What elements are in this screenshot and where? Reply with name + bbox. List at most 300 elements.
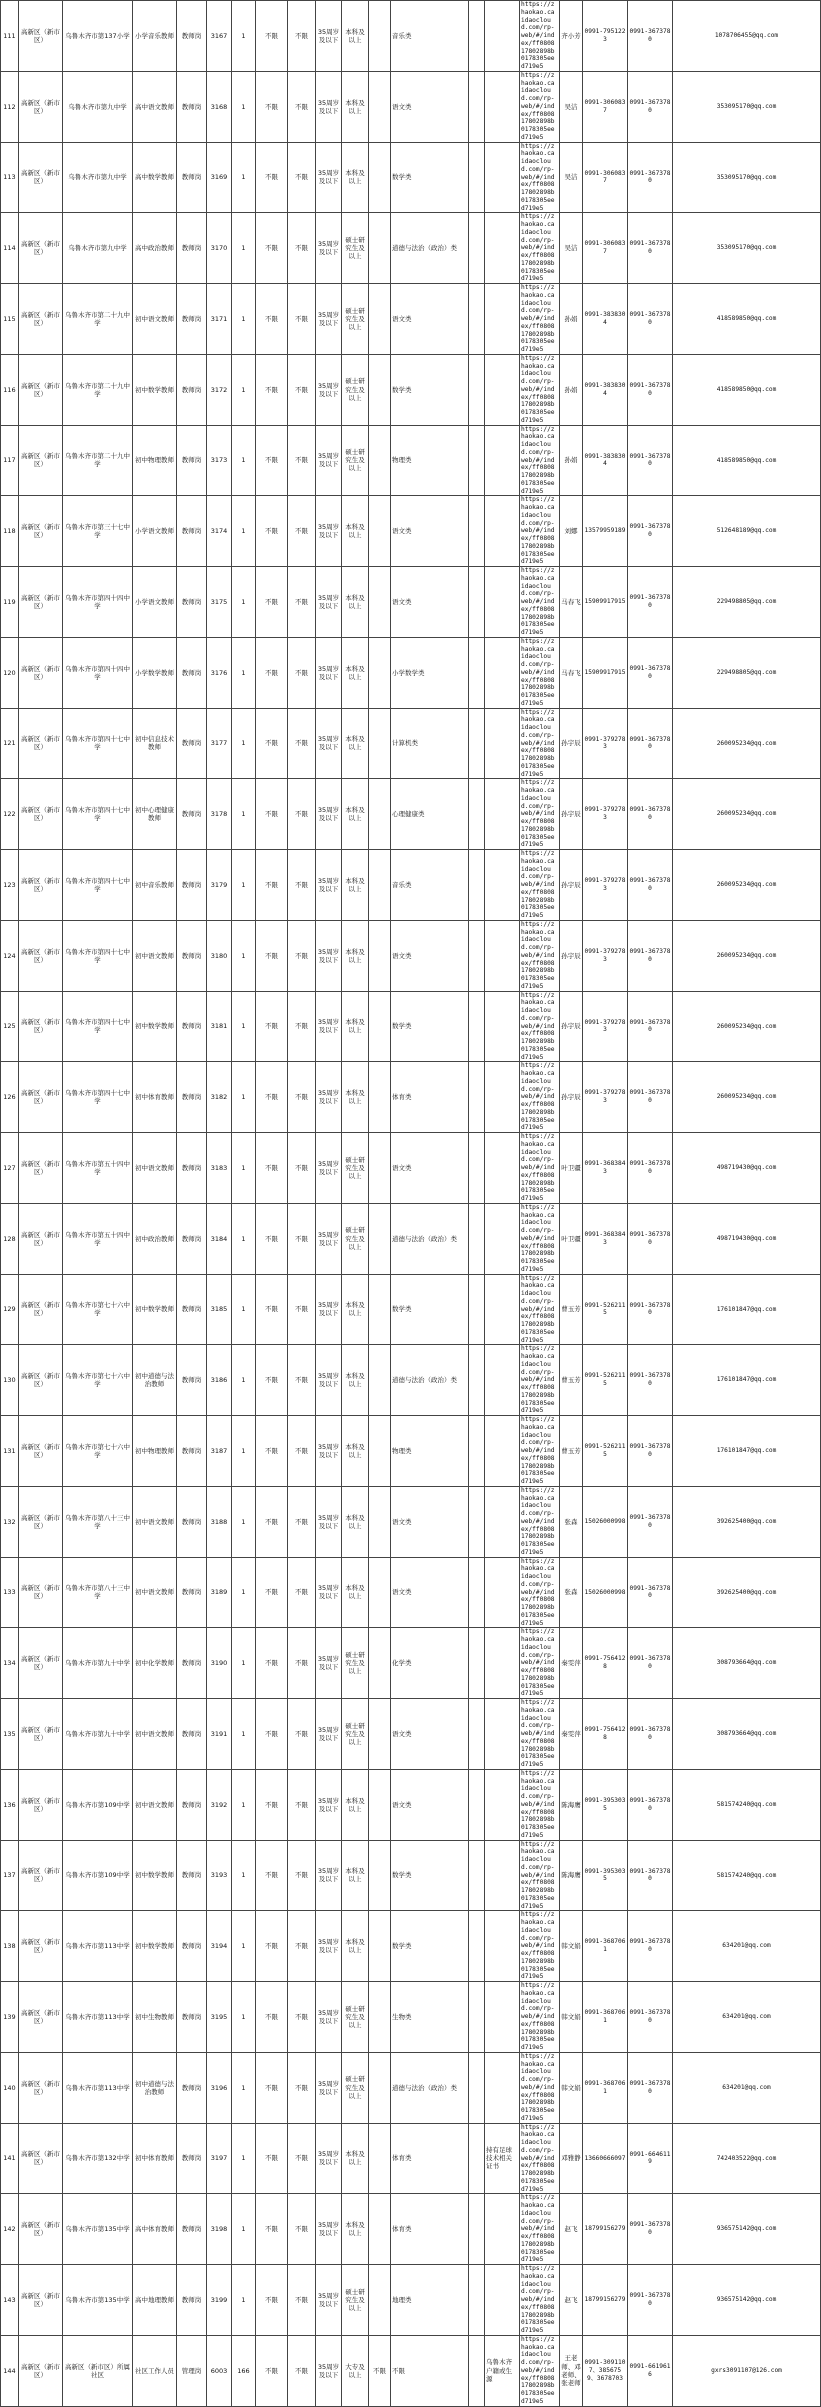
cell-age-limit: 35周岁及以下 bbox=[316, 1345, 342, 1416]
cell-degree bbox=[369, 1274, 391, 1345]
cell-email[interactable]: 176101847@qq.com bbox=[673, 1274, 821, 1345]
cell-registration-url[interactable]: https://zhaokao.caidaocloud.com/rp-web/#/index/ff080817802898b0178305eed719e5 bbox=[520, 142, 560, 213]
cell-district: 高新区（新市区） bbox=[19, 496, 63, 567]
cell-major: 语文类 bbox=[391, 1486, 469, 1557]
cell-email[interactable]: 229498805@qq.com bbox=[673, 637, 821, 708]
cell-registration-url[interactable]: https://zhaokao.caidaocloud.com/rp-web/#/index/ff080817802898b0178305eed719e5 bbox=[520, 779, 560, 850]
cell-gender: 不限 bbox=[256, 1416, 288, 1487]
cell-degree bbox=[369, 142, 391, 213]
cell-headcount: 1 bbox=[232, 1628, 256, 1699]
cell-registration-url[interactable]: https://zhaokao.caidaocloud.com/rp-web/#/index/ff080817802898b0178305eed719e5 bbox=[520, 2265, 560, 2336]
cell-supervisor-phone: 0991-3673780 bbox=[628, 213, 673, 284]
cell-headcount: 1 bbox=[232, 708, 256, 779]
cell-position: 社区工作人员 bbox=[133, 2335, 177, 2406]
cell-ethnicity: 不限 bbox=[288, 2265, 316, 2336]
cell-employer: 乌鲁木齐市第135中学 bbox=[63, 2194, 133, 2265]
cell-col-blank bbox=[469, 2335, 485, 2406]
cell-post-code: 3184 bbox=[207, 1203, 232, 1274]
cell-headcount: 1 bbox=[232, 2052, 256, 2123]
cell-age-limit: 35周岁及以下 bbox=[316, 2194, 342, 2265]
cell-age-limit: 35周岁及以下 bbox=[316, 1, 342, 72]
cell-phone: 0991-3792783 bbox=[583, 708, 628, 779]
cell-ethnicity: 不限 bbox=[288, 213, 316, 284]
cell-education: 硕士研究生及以上 bbox=[342, 284, 369, 355]
cell-position: 初中数学教师 bbox=[133, 991, 177, 1062]
cell-other-requirements bbox=[485, 1274, 520, 1345]
cell-headcount: 1 bbox=[232, 637, 256, 708]
cell-other-requirements bbox=[485, 1982, 520, 2053]
cell-headcount: 1 bbox=[232, 1345, 256, 1416]
cell-supervisor-phone: 0991-3673780 bbox=[628, 991, 673, 1062]
cell-registration-url[interactable]: https://zhaokao.caidaocloud.com/rp-web/#/index/ff080817802898b0178305eed719e5 bbox=[520, 1840, 560, 1911]
cell-col-blank bbox=[469, 920, 485, 991]
cell-email[interactable]: 353095170@qq.com bbox=[673, 213, 821, 284]
cell-phone: 0991-3687061 bbox=[583, 1982, 628, 2053]
cell-supervisor-phone: 0991-3673780 bbox=[628, 1628, 673, 1699]
cell-gender: 不限 bbox=[256, 1769, 288, 1840]
cell-registration-url[interactable]: https://zhaokao.caidaocloud.com/rp-web/#/index/ff080817802898b0178305eed719e5 bbox=[520, 496, 560, 567]
cell-district: 高新区（新市区） bbox=[19, 2194, 63, 2265]
cell-education: 本科及以上 bbox=[342, 991, 369, 1062]
cell-supervisor-phone: 0991-3673780 bbox=[628, 2052, 673, 2123]
cell-education: 本科及以上 bbox=[342, 496, 369, 567]
cell-employer: 乌鲁木齐市第九十中学 bbox=[63, 1628, 133, 1699]
cell-registration-url[interactable]: https://zhaokao.caidaocloud.com/rp-web/#/index/ff080817802898b0178305eed719e5 bbox=[520, 708, 560, 779]
cell-headcount: 1 bbox=[232, 71, 256, 142]
cell-position: 高中地理教师 bbox=[133, 2265, 177, 2336]
cell-position: 高中语文教师 bbox=[133, 71, 177, 142]
cell-col-blank bbox=[469, 1062, 485, 1133]
cell-registration-url[interactable]: https://zhaokao.caidaocloud.com/rp-web/#/index/ff080817802898b0178305eed719e5 bbox=[520, 354, 560, 425]
cell-ethnicity: 不限 bbox=[288, 1486, 316, 1557]
cell-registration-url[interactable]: https://zhaokao.caidaocloud.com/rp-web/#/index/ff080817802898b0178305eed719e5 bbox=[520, 1486, 560, 1557]
cell-col-blank bbox=[469, 142, 485, 213]
cell-post-type: 教师岗 bbox=[177, 567, 207, 638]
cell-email[interactable]: 936575142@qq.com bbox=[673, 2194, 821, 2265]
cell-gender: 不限 bbox=[256, 1203, 288, 1274]
cell-post-code: 3176 bbox=[207, 637, 232, 708]
cell-post-type: 教师岗 bbox=[177, 850, 207, 921]
cell-age-limit: 35周岁及以下 bbox=[316, 567, 342, 638]
cell-contact-person: 曹玉芳 bbox=[560, 1274, 583, 1345]
cell-education: 本科及以上 bbox=[342, 637, 369, 708]
cell-registration-url[interactable]: https://zhaokao.caidaocloud.com/rp-web/#/index/ff080817802898b0178305eed719e5 bbox=[520, 1274, 560, 1345]
cell-education: 硕士研究生及以上 bbox=[342, 1628, 369, 1699]
cell-col-blank bbox=[469, 1203, 485, 1274]
cell-phone: 0991-3687061 bbox=[583, 2052, 628, 2123]
cell-age-limit: 35周岁及以下 bbox=[316, 1274, 342, 1345]
cell-headcount: 1 bbox=[232, 1557, 256, 1628]
cell-degree bbox=[369, 1133, 391, 1204]
cell-email[interactable]: 418589850@qq.com bbox=[673, 284, 821, 355]
cell-phone: 0991-5262115 bbox=[583, 1416, 628, 1487]
cell-position: 高中数学教师 bbox=[133, 142, 177, 213]
cell-supervisor-phone: 0991-3673780 bbox=[628, 1769, 673, 1840]
cell-district: 高新区（新市区） bbox=[19, 1133, 63, 1204]
cell-email[interactable]: 418589850@qq.com bbox=[673, 425, 821, 496]
cell-education: 硕士研究生及以上 bbox=[342, 354, 369, 425]
cell-other-requirements bbox=[485, 213, 520, 284]
cell-registration-url[interactable]: https://zhaokao.caidaocloud.com/rp-web/#/index/ff080817802898b0178305eed719e5 bbox=[520, 1628, 560, 1699]
cell-education: 硕士研究生及以上 bbox=[342, 2052, 369, 2123]
cell-registration-url[interactable]: https://zhaokao.caidaocloud.com/rp-web/#/index/ff080817802898b0178305eed719e5 bbox=[520, 71, 560, 142]
cell-ethnicity: 不限 bbox=[288, 779, 316, 850]
table-body bbox=[1, 1, 821, 2407]
cell-registration-url[interactable]: https://zhaokao.caidaocloud.com/rp-web/#/index/ff080817802898b0178305eed719e5 bbox=[520, 637, 560, 708]
cell-email[interactable]: gxrs3091107@126.com bbox=[673, 2335, 821, 2406]
cell-email[interactable]: 392625400@qq.com bbox=[673, 1486, 821, 1557]
cell-registration-url[interactable]: https://zhaokao.caidaocloud.com/rp-web/#/index/ff080817802898b0178305eed719e5 bbox=[520, 1911, 560, 1982]
cell-gender: 不限 bbox=[256, 142, 288, 213]
cell-registration-url[interactable]: https://zhaokao.caidaocloud.com/rp-web/#/index/ff080817802898b0178305eed719e5 bbox=[520, 1769, 560, 1840]
cell-row-number: 114 bbox=[1, 213, 19, 284]
cell-post-type: 教师岗 bbox=[177, 1699, 207, 1770]
table-row bbox=[1, 1133, 821, 1204]
cell-phone: 0991-7564128 bbox=[583, 1699, 628, 1770]
cell-district: 高新区（新市区） bbox=[19, 1769, 63, 1840]
cell-email[interactable]: 392625400@qq.com bbox=[673, 1557, 821, 1628]
cell-district: 高新区（新市区） bbox=[19, 1, 63, 72]
cell-row-number: 118 bbox=[1, 496, 19, 567]
cell-major: 心理健康类 bbox=[391, 779, 469, 850]
cell-employer: 乌鲁木齐市第九中学 bbox=[63, 213, 133, 284]
cell-degree bbox=[369, 1416, 391, 1487]
table-row bbox=[1, 425, 821, 496]
cell-supervisor-phone: 0991-3673780 bbox=[628, 1345, 673, 1416]
cell-col-blank bbox=[469, 354, 485, 425]
cell-post-type: 教师岗 bbox=[177, 1, 207, 72]
cell-col-blank bbox=[469, 850, 485, 921]
cell-position: 高中体育教师 bbox=[133, 2194, 177, 2265]
cell-education: 本科及以上 bbox=[342, 1486, 369, 1557]
cell-major: 语文类 bbox=[391, 71, 469, 142]
cell-email[interactable]: 260095234@qq.com bbox=[673, 850, 821, 921]
cell-supervisor-phone: 0991-3673780 bbox=[628, 71, 673, 142]
cell-registration-url[interactable]: https://zhaokao.caidaocloud.com/rp-web/#/index/ff080817802898b0178305eed719e5 bbox=[520, 1416, 560, 1487]
cell-col-blank bbox=[469, 213, 485, 284]
cell-position: 初中音乐教师 bbox=[133, 850, 177, 921]
cell-registration-url[interactable]: https://zhaokao.caidaocloud.com/rp-web/#/index/ff080817802898b0178305eed719e5 bbox=[520, 2194, 560, 2265]
cell-employer: 乌鲁木齐市第七十六中学 bbox=[63, 1345, 133, 1416]
cell-post-type: 教师岗 bbox=[177, 2265, 207, 2336]
cell-age-limit: 35周岁及以下 bbox=[316, 1062, 342, 1133]
cell-post-type: 教师岗 bbox=[177, 425, 207, 496]
cell-degree bbox=[369, 2052, 391, 2123]
cell-education: 本科及以上 bbox=[342, 1345, 369, 1416]
cell-email[interactable]: 260095234@qq.com bbox=[673, 920, 821, 991]
cell-email[interactable]: 308793664@qq.com bbox=[673, 1628, 821, 1699]
cell-email[interactable]: 260095234@qq.com bbox=[673, 991, 821, 1062]
cell-degree bbox=[369, 1062, 391, 1133]
cell-gender: 不限 bbox=[256, 779, 288, 850]
cell-headcount: 1 bbox=[232, 1203, 256, 1274]
cell-age-limit: 35周岁及以下 bbox=[316, 142, 342, 213]
cell-major: 语文类 bbox=[391, 567, 469, 638]
cell-other-requirements bbox=[485, 2194, 520, 2265]
cell-email[interactable]: 308793664@qq.com bbox=[673, 1699, 821, 1770]
cell-other-requirements bbox=[485, 779, 520, 850]
cell-gender: 不限 bbox=[256, 920, 288, 991]
cell-email[interactable]: 353095170@qq.com bbox=[673, 71, 821, 142]
cell-col-blank bbox=[469, 496, 485, 567]
cell-other-requirements bbox=[485, 496, 520, 567]
cell-post-code: 3195 bbox=[207, 1982, 232, 2053]
cell-phone: 0991-3838304 bbox=[583, 425, 628, 496]
cell-employer: 乌鲁木齐市第132中学 bbox=[63, 2123, 133, 2194]
cell-other-requirements bbox=[485, 1062, 520, 1133]
cell-gender: 不限 bbox=[256, 213, 288, 284]
cell-row-number: 123 bbox=[1, 850, 19, 921]
cell-district: 高新区（新市区） bbox=[19, 354, 63, 425]
cell-ethnicity: 不限 bbox=[288, 2335, 316, 2406]
cell-supervisor-phone: 0991-3673780 bbox=[628, 2265, 673, 2336]
cell-employer: 乌鲁木齐市第四十四中学 bbox=[63, 567, 133, 638]
cell-supervisor-phone: 0991-6619616 bbox=[628, 2335, 673, 2406]
cell-email[interactable]: 260095234@qq.com bbox=[673, 779, 821, 850]
cell-contact-person: 邓雅静 bbox=[560, 2123, 583, 2194]
cell-major: 生物类 bbox=[391, 1982, 469, 2053]
cell-phone: 0991-3683843 bbox=[583, 1203, 628, 1274]
cell-major: 语文类 bbox=[391, 920, 469, 991]
cell-registration-url[interactable]: https://zhaokao.caidaocloud.com/rp-web/#/index/ff080817802898b0178305eed719e5 bbox=[520, 284, 560, 355]
cell-headcount: 1 bbox=[232, 850, 256, 921]
cell-row-number: 120 bbox=[1, 637, 19, 708]
cell-email[interactable]: 176101847@qq.com bbox=[673, 1416, 821, 1487]
cell-registration-url[interactable]: https://zhaokao.caidaocloud.com/rp-web/#/index/ff080817802898b0178305eed719e5 bbox=[520, 1133, 560, 1204]
table-row bbox=[1, 2335, 821, 2406]
cell-post-type: 管理岗 bbox=[177, 2335, 207, 2406]
cell-ethnicity: 不限 bbox=[288, 1, 316, 72]
cell-contact-person: 吴洁 bbox=[560, 142, 583, 213]
cell-email[interactable]: 581574240@qq.com bbox=[673, 1769, 821, 1840]
cell-major: 道德与法治（政治）类 bbox=[391, 213, 469, 284]
cell-age-limit: 35周岁及以下 bbox=[316, 354, 342, 425]
cell-district: 高新区（新市区） bbox=[19, 1911, 63, 1982]
cell-registration-url[interactable]: https://zhaokao.caidaocloud.com/rp-web/#/index/ff080817802898b0178305eed719e5 bbox=[520, 1699, 560, 1770]
cell-ethnicity: 不限 bbox=[288, 1557, 316, 1628]
cell-phone: 15909917915 bbox=[583, 637, 628, 708]
cell-registration-url[interactable]: https://zhaokao.caidaocloud.com/rp-web/#/index/ff080817802898b0178305eed719e5 bbox=[520, 1, 560, 72]
cell-phone: 0991-7564128 bbox=[583, 1628, 628, 1699]
cell-gender: 不限 bbox=[256, 2265, 288, 2336]
cell-post-type: 教师岗 bbox=[177, 1203, 207, 1274]
cell-phone: 18799156279 bbox=[583, 2194, 628, 2265]
cell-row-number: 144 bbox=[1, 2335, 19, 2406]
cell-email[interactable]: 634201@qq.com bbox=[673, 1982, 821, 2053]
cell-row-number: 122 bbox=[1, 779, 19, 850]
cell-position: 初中语文教师 bbox=[133, 1769, 177, 1840]
cell-other-requirements bbox=[485, 1628, 520, 1699]
cell-registration-url[interactable]: https://zhaokao.caidaocloud.com/rp-web/#/index/ff080817802898b0178305eed719e5 bbox=[520, 1062, 560, 1133]
cell-ethnicity: 不限 bbox=[288, 2123, 316, 2194]
cell-employer: 乌鲁木齐市第137小学 bbox=[63, 1, 133, 72]
cell-row-number: 121 bbox=[1, 708, 19, 779]
table-row bbox=[1, 1699, 821, 1770]
table-row bbox=[1, 496, 821, 567]
cell-education: 本科及以上 bbox=[342, 1557, 369, 1628]
cell-email[interactable]: 634201@qq.com bbox=[673, 2052, 821, 2123]
cell-registration-url[interactable]: https://zhaokao.caidaocloud.com/rp-web/#/index/ff080817802898b0178305eed719e5 bbox=[520, 991, 560, 1062]
table-row bbox=[1, 2265, 821, 2336]
cell-phone: 0991-3683843 bbox=[583, 1133, 628, 1204]
cell-supervisor-phone: 0991-3673780 bbox=[628, 1203, 673, 1274]
cell-headcount: 1 bbox=[232, 2123, 256, 2194]
cell-post-type: 教师岗 bbox=[177, 1486, 207, 1557]
cell-employer: 乌鲁木齐市第七十六中学 bbox=[63, 1416, 133, 1487]
cell-registration-url[interactable]: https://zhaokao.caidaocloud.com/rp-web/#/index/ff080817802898b0178305eed719e5 bbox=[520, 920, 560, 991]
cell-registration-url[interactable]: https://zhaokao.caidaocloud.com/rp-web/#/index/ff080817802898b0178305eed719e5 bbox=[520, 1203, 560, 1274]
cell-post-code: 3179 bbox=[207, 850, 232, 921]
cell-col-blank bbox=[469, 1911, 485, 1982]
cell-registration-url[interactable]: https://zhaokao.caidaocloud.com/rp-web/#/index/ff080817802898b0178305eed719e5 bbox=[520, 850, 560, 921]
cell-email[interactable]: 512648189@qq.com bbox=[673, 496, 821, 567]
cell-position: 初中道德与法治教师 bbox=[133, 1345, 177, 1416]
cell-headcount: 1 bbox=[232, 991, 256, 1062]
cell-email[interactable]: 742403522@qq.com bbox=[673, 2123, 821, 2194]
cell-other-requirements bbox=[485, 2052, 520, 2123]
cell-education: 本科及以上 bbox=[342, 1062, 369, 1133]
cell-district: 高新区（新市区） bbox=[19, 1982, 63, 2053]
cell-education: 本科及以上 bbox=[342, 779, 369, 850]
cell-email[interactable]: 418589850@qq.com bbox=[673, 354, 821, 425]
cell-contact-person: 马春飞 bbox=[560, 637, 583, 708]
cell-education: 本科及以上 bbox=[342, 708, 369, 779]
cell-major: 音乐类 bbox=[391, 850, 469, 921]
cell-row-number: 142 bbox=[1, 2194, 19, 2265]
cell-phone: 0991-3792783 bbox=[583, 850, 628, 921]
cell-registration-url[interactable]: https://zhaokao.caidaocloud.com/rp-web/#/index/ff080817802898b0178305eed719e5 bbox=[520, 425, 560, 496]
table-row bbox=[1, 1911, 821, 1982]
cell-email[interactable]: 229498805@qq.com bbox=[673, 567, 821, 638]
cell-email[interactable]: 498719430@qq.com bbox=[673, 1203, 821, 1274]
cell-gender: 不限 bbox=[256, 708, 288, 779]
cell-email[interactable]: 260095234@qq.com bbox=[673, 708, 821, 779]
cell-other-requirements bbox=[485, 920, 520, 991]
cell-supervisor-phone: 0991-3673780 bbox=[628, 567, 673, 638]
cell-position: 初中数学教师 bbox=[133, 354, 177, 425]
cell-education: 本科及以上 bbox=[342, 1416, 369, 1487]
cell-registration-url[interactable]: https://zhaokao.caidaocloud.com/rp-web/#/index/ff080817802898b0178305eed719e5 bbox=[520, 1345, 560, 1416]
cell-post-code: 3183 bbox=[207, 1133, 232, 1204]
cell-other-requirements bbox=[485, 1345, 520, 1416]
cell-post-type: 教师岗 bbox=[177, 991, 207, 1062]
cell-major: 语文类 bbox=[391, 284, 469, 355]
cell-post-code: 3169 bbox=[207, 142, 232, 213]
cell-position: 初中数学教师 bbox=[133, 1911, 177, 1982]
cell-registration-url[interactable]: https://zhaokao.caidaocloud.com/rp-web/#/index/ff080817802898b0178305eed719e5 bbox=[520, 2123, 560, 2194]
cell-education: 本科及以上 bbox=[342, 1911, 369, 1982]
cell-registration-url[interactable]: https://zhaokao.caidaocloud.com/rp-web/#/index/ff080817802898b0178305eed719e5 bbox=[520, 1557, 560, 1628]
cell-post-type: 教师岗 bbox=[177, 1416, 207, 1487]
cell-major: 语文类 bbox=[391, 1769, 469, 1840]
cell-employer: 乌鲁木齐市第八十三中学 bbox=[63, 1557, 133, 1628]
cell-email[interactable]: 498719430@qq.com bbox=[673, 1133, 821, 1204]
cell-district: 高新区（新市区） bbox=[19, 2052, 63, 2123]
cell-phone: 0991-3060837 bbox=[583, 142, 628, 213]
cell-contact-person: 孙宇辰 bbox=[560, 850, 583, 921]
cell-email[interactable]: 936575142@qq.com bbox=[673, 2265, 821, 2336]
cell-degree bbox=[369, 2194, 391, 2265]
cell-supervisor-phone: 0991-3673780 bbox=[628, 708, 673, 779]
cell-col-blank bbox=[469, 2194, 485, 2265]
cell-contact-person: 孙宇辰 bbox=[560, 920, 583, 991]
cell-phone: 0991-3060837 bbox=[583, 71, 628, 142]
cell-phone: 15026000998 bbox=[583, 1486, 628, 1557]
cell-district: 高新区（新市区） bbox=[19, 2123, 63, 2194]
cell-other-requirements bbox=[485, 637, 520, 708]
cell-contact-person: 叶卫疆 bbox=[560, 1133, 583, 1204]
cell-post-type: 教师岗 bbox=[177, 1982, 207, 2053]
cell-registration-url[interactable]: https://zhaokao.caidaocloud.com/rp-web/#/index/ff080817802898b0178305eed719e5 bbox=[520, 2335, 560, 2406]
cell-other-requirements bbox=[485, 1133, 520, 1204]
cell-post-code: 6003 bbox=[207, 2335, 232, 2406]
cell-major: 数学类 bbox=[391, 991, 469, 1062]
cell-headcount: 1 bbox=[232, 496, 256, 567]
cell-employer: 乌鲁木齐市第四十四中学 bbox=[63, 637, 133, 708]
cell-email[interactable]: 581574240@qq.com bbox=[673, 1840, 821, 1911]
cell-col-blank bbox=[469, 779, 485, 850]
cell-registration-url[interactable]: https://zhaokao.caidaocloud.com/rp-web/#/index/ff080817802898b0178305eed719e5 bbox=[520, 1982, 560, 2053]
cell-position: 初中语文教师 bbox=[133, 1699, 177, 1770]
cell-email[interactable]: 1078706455@qq.com bbox=[673, 1, 821, 72]
cell-position: 初中生物教师 bbox=[133, 1982, 177, 2053]
cell-position: 初中数学教师 bbox=[133, 1840, 177, 1911]
cell-ethnicity: 不限 bbox=[288, 2194, 316, 2265]
cell-degree: 不限 bbox=[369, 2335, 391, 2406]
cell-education: 硕士研究生及以上 bbox=[342, 1982, 369, 2053]
cell-district: 高新区（新市区） bbox=[19, 213, 63, 284]
cell-ethnicity: 不限 bbox=[288, 1416, 316, 1487]
cell-ethnicity: 不限 bbox=[288, 354, 316, 425]
cell-employer: 乌鲁木齐市第九中学 bbox=[63, 71, 133, 142]
cell-age-limit: 35周岁及以下 bbox=[316, 1203, 342, 1274]
cell-row-number: 137 bbox=[1, 1840, 19, 1911]
cell-ethnicity: 不限 bbox=[288, 1345, 316, 1416]
cell-contact-person: 孙宇辰 bbox=[560, 1062, 583, 1133]
cell-email[interactable]: 176101847@qq.com bbox=[673, 1345, 821, 1416]
cell-major: 数学类 bbox=[391, 142, 469, 213]
cell-post-code: 3174 bbox=[207, 496, 232, 567]
cell-email[interactable]: 353095170@qq.com bbox=[673, 142, 821, 213]
cell-supervisor-phone: 0991-3673780 bbox=[628, 354, 673, 425]
cell-employer: 乌鲁木齐市第113中学 bbox=[63, 1982, 133, 2053]
cell-email[interactable]: 260095234@qq.com bbox=[673, 1062, 821, 1133]
cell-registration-url[interactable]: https://zhaokao.caidaocloud.com/rp-web/#/index/ff080817802898b0178305eed719e5 bbox=[520, 213, 560, 284]
table-row bbox=[1, 1769, 821, 1840]
cell-phone: 0991-3953035 bbox=[583, 1840, 628, 1911]
cell-post-type: 教师岗 bbox=[177, 1133, 207, 1204]
cell-gender: 不限 bbox=[256, 71, 288, 142]
cell-degree bbox=[369, 1203, 391, 1274]
cell-age-limit: 35周岁及以下 bbox=[316, 2052, 342, 2123]
cell-post-type: 教师岗 bbox=[177, 708, 207, 779]
cell-post-code: 3191 bbox=[207, 1699, 232, 1770]
cell-contact-person: 陈海鹰 bbox=[560, 1769, 583, 1840]
cell-age-limit: 35周岁及以下 bbox=[316, 2123, 342, 2194]
cell-col-blank bbox=[469, 1486, 485, 1557]
cell-education: 本科及以上 bbox=[342, 567, 369, 638]
cell-registration-url[interactable]: https://zhaokao.caidaocloud.com/rp-web/#/index/ff080817802898b0178305eed719e5 bbox=[520, 567, 560, 638]
cell-headcount: 1 bbox=[232, 142, 256, 213]
cell-supervisor-phone: 0991-3673780 bbox=[628, 1699, 673, 1770]
cell-registration-url[interactable]: https://zhaokao.caidaocloud.com/rp-web/#/index/ff080817802898b0178305eed719e5 bbox=[520, 2052, 560, 2123]
cell-post-type: 教师岗 bbox=[177, 1274, 207, 1345]
cell-email[interactable]: 634201@qq.com bbox=[673, 1911, 821, 1982]
cell-col-blank bbox=[469, 1840, 485, 1911]
cell-major: 不限 bbox=[391, 2335, 469, 2406]
cell-age-limit: 35周岁及以下 bbox=[316, 708, 342, 779]
cell-age-limit: 35周岁及以下 bbox=[316, 2265, 342, 2336]
